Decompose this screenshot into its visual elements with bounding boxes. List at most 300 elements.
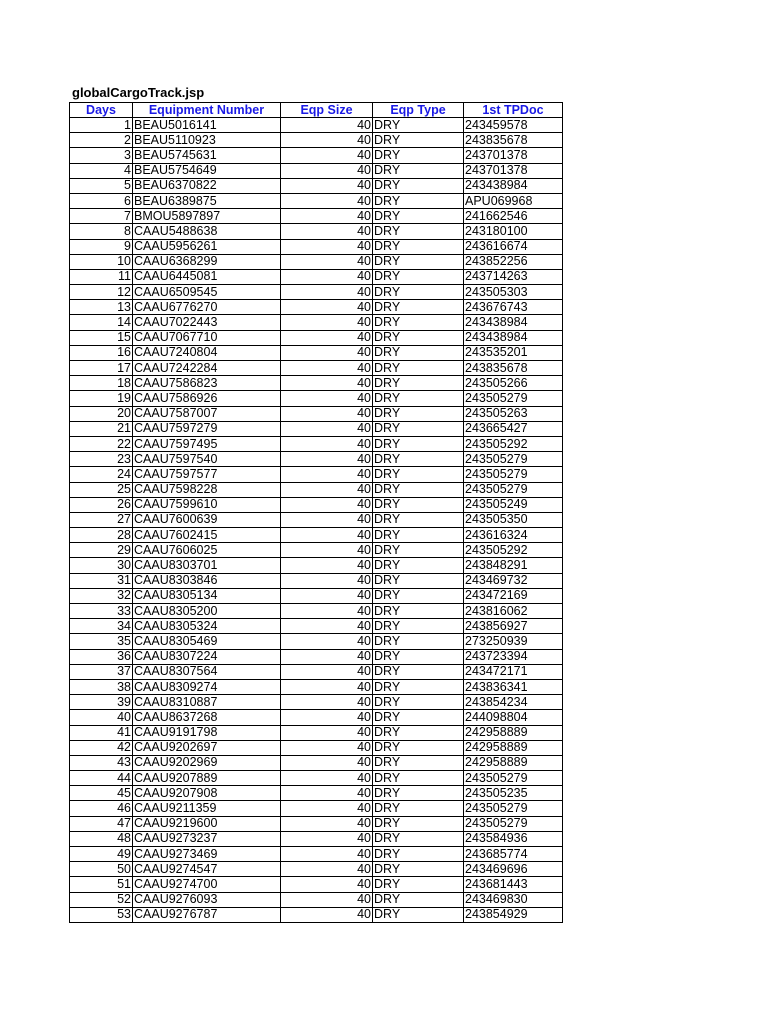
cell-days: 9	[70, 239, 133, 254]
cell-tpdoc: 243469696	[464, 862, 563, 877]
cell-equipment-number: CAAU9274700	[133, 877, 281, 892]
cell-tpdoc: 243505279	[464, 391, 563, 406]
cell-eqp-size: 40	[281, 345, 373, 360]
cell-days: 44	[70, 771, 133, 786]
cell-eqp-size: 40	[281, 118, 373, 133]
cell-days: 16	[70, 345, 133, 360]
cell-eqp-type: DRY	[373, 482, 464, 497]
cell-days: 52	[70, 892, 133, 907]
cell-eqp-type: DRY	[373, 345, 464, 360]
cell-eqp-size: 40	[281, 285, 373, 300]
cell-eqp-type: DRY	[373, 452, 464, 467]
cell-equipment-number: CAAU7240804	[133, 345, 281, 360]
cell-days: 17	[70, 361, 133, 376]
cell-tpdoc: 243180100	[464, 224, 563, 239]
cell-eqp-type: DRY	[373, 497, 464, 512]
cell-eqp-size: 40	[281, 467, 373, 482]
table-row	[70, 634, 563, 649]
cell-eqp-size: 40	[281, 376, 373, 391]
table-row	[70, 847, 563, 862]
cell-days: 5	[70, 178, 133, 193]
cell-equipment-number: BEAU5110923	[133, 133, 281, 148]
cell-eqp-type: DRY	[373, 269, 464, 284]
cell-eqp-size: 40	[281, 831, 373, 846]
cell-eqp-size: 40	[281, 224, 373, 239]
cell-days: 15	[70, 330, 133, 345]
cell-eqp-type: DRY	[373, 649, 464, 664]
table-row	[70, 452, 563, 467]
cell-eqp-type: DRY	[373, 588, 464, 603]
cell-eqp-size: 40	[281, 573, 373, 588]
cell-equipment-number: CAAU8307564	[133, 664, 281, 679]
cell-days: 12	[70, 285, 133, 300]
table-row	[70, 877, 563, 892]
table-row	[70, 907, 563, 922]
cell-eqp-size: 40	[281, 421, 373, 436]
cargo-table	[69, 102, 563, 923]
cell-eqp-size: 40	[281, 300, 373, 315]
cell-equipment-number: CAAU6368299	[133, 254, 281, 269]
cell-tpdoc: 243505292	[464, 436, 563, 451]
cell-eqp-size: 40	[281, 862, 373, 877]
table-row	[70, 558, 563, 573]
cell-tpdoc: 243852256	[464, 254, 563, 269]
cell-tpdoc: 243438984	[464, 178, 563, 193]
cell-tpdoc: 243616324	[464, 528, 563, 543]
table-row	[70, 482, 563, 497]
table-row	[70, 831, 563, 846]
cell-days: 42	[70, 740, 133, 755]
cell-days: 14	[70, 315, 133, 330]
table-row	[70, 239, 563, 254]
cell-eqp-type: DRY	[373, 862, 464, 877]
cell-equipment-number: CAAU7586823	[133, 376, 281, 391]
cell-eqp-type: DRY	[373, 163, 464, 178]
cell-eqp-type: DRY	[373, 300, 464, 315]
cell-days: 2	[70, 133, 133, 148]
cell-eqp-size: 40	[281, 133, 373, 148]
cell-equipment-number: CAAU8303846	[133, 573, 281, 588]
cell-eqp-type: DRY	[373, 315, 464, 330]
cell-eqp-size: 40	[281, 816, 373, 831]
cell-equipment-number: CAAU7602415	[133, 528, 281, 543]
cell-eqp-type: DRY	[373, 619, 464, 634]
header-days: Days	[70, 103, 133, 118]
table-row	[70, 421, 563, 436]
cell-days: 4	[70, 163, 133, 178]
cell-tpdoc: 243505279	[464, 482, 563, 497]
cell-eqp-type: DRY	[373, 239, 464, 254]
table-row	[70, 649, 563, 664]
table-row	[70, 710, 563, 725]
cell-eqp-type: DRY	[373, 786, 464, 801]
table-row	[70, 133, 563, 148]
cell-equipment-number: CAAU7022443	[133, 315, 281, 330]
cell-eqp-size: 40	[281, 755, 373, 770]
table-row	[70, 588, 563, 603]
header-eqp-size: Eqp Size	[281, 103, 373, 118]
cell-eqp-type: DRY	[373, 178, 464, 193]
cell-days: 53	[70, 907, 133, 922]
cell-equipment-number: CAAU9207889	[133, 771, 281, 786]
cell-eqp-size: 40	[281, 634, 373, 649]
table-row	[70, 330, 563, 345]
cell-days: 43	[70, 755, 133, 770]
cell-days: 20	[70, 406, 133, 421]
cell-days: 49	[70, 847, 133, 862]
cell-tpdoc: 242958889	[464, 740, 563, 755]
table-row	[70, 664, 563, 679]
cell-equipment-number: CAAU7067710	[133, 330, 281, 345]
cell-days: 46	[70, 801, 133, 816]
cell-eqp-type: DRY	[373, 679, 464, 694]
cell-equipment-number: CAAU8309274	[133, 679, 281, 694]
cell-equipment-number: CAAU9202697	[133, 740, 281, 755]
cell-eqp-size: 40	[281, 148, 373, 163]
cell-tpdoc: 243505263	[464, 406, 563, 421]
cell-equipment-number: CAAU8305469	[133, 634, 281, 649]
table-row	[70, 679, 563, 694]
cell-eqp-size: 40	[281, 740, 373, 755]
cell-tpdoc: 243505303	[464, 285, 563, 300]
cell-tpdoc: 243505235	[464, 786, 563, 801]
table-row	[70, 816, 563, 831]
table-row	[70, 740, 563, 755]
cell-days: 27	[70, 512, 133, 527]
cell-equipment-number: BMOU5897897	[133, 209, 281, 224]
cell-tpdoc: 243676743	[464, 300, 563, 315]
cell-days: 25	[70, 482, 133, 497]
cell-eqp-size: 40	[281, 452, 373, 467]
cell-tpdoc: 243459578	[464, 118, 563, 133]
cell-tpdoc: 243616674	[464, 239, 563, 254]
cell-days: 30	[70, 558, 133, 573]
table-row	[70, 862, 563, 877]
cell-equipment-number: CAAU6445081	[133, 269, 281, 284]
cell-tpdoc: 243505266	[464, 376, 563, 391]
header-row	[70, 103, 563, 118]
table-row	[70, 269, 563, 284]
cell-eqp-type: DRY	[373, 406, 464, 421]
cell-equipment-number: CAAU6509545	[133, 285, 281, 300]
cell-eqp-type: DRY	[373, 847, 464, 862]
cell-eqp-size: 40	[281, 391, 373, 406]
cell-eqp-type: DRY	[373, 801, 464, 816]
cell-equipment-number: CAAU5488638	[133, 224, 281, 239]
cell-tpdoc: 243505279	[464, 816, 563, 831]
cell-equipment-number: CAAU8305324	[133, 619, 281, 634]
cell-tpdoc: 243701378	[464, 148, 563, 163]
table-row	[70, 725, 563, 740]
cell-tpdoc: 243665427	[464, 421, 563, 436]
table-row	[70, 573, 563, 588]
header-equipment-number: Equipment Number	[133, 103, 281, 118]
cell-eqp-size: 40	[281, 512, 373, 527]
cell-days: 32	[70, 588, 133, 603]
cell-days: 39	[70, 695, 133, 710]
cell-equipment-number: CAAU7598228	[133, 482, 281, 497]
cell-eqp-type: DRY	[373, 421, 464, 436]
cell-equipment-number: CAAU7606025	[133, 543, 281, 558]
cell-equipment-number: CAAU8303701	[133, 558, 281, 573]
cell-tpdoc: 243472169	[464, 588, 563, 603]
cell-equipment-number: CAAU9276787	[133, 907, 281, 922]
header-eqp-type: Eqp Type	[373, 103, 464, 118]
cell-days: 47	[70, 816, 133, 831]
table-row	[70, 285, 563, 300]
table-row	[70, 695, 563, 710]
cell-days: 41	[70, 725, 133, 740]
cell-equipment-number: CAAU7597577	[133, 467, 281, 482]
cell-days: 13	[70, 300, 133, 315]
cell-eqp-type: DRY	[373, 361, 464, 376]
cell-equipment-number: CAAU7242284	[133, 361, 281, 376]
cell-equipment-number: CAAU9207908	[133, 786, 281, 801]
cell-tpdoc: 243836341	[464, 679, 563, 694]
cell-tpdoc: 244098804	[464, 710, 563, 725]
table-row	[70, 118, 563, 133]
cell-eqp-type: DRY	[373, 816, 464, 831]
cell-equipment-number: BEAU5754649	[133, 163, 281, 178]
cell-equipment-number: CAAU8637268	[133, 710, 281, 725]
cell-days: 6	[70, 193, 133, 208]
cell-tpdoc: 243685774	[464, 847, 563, 862]
table-row	[70, 391, 563, 406]
cell-eqp-type: DRY	[373, 604, 464, 619]
cell-tpdoc: 243835678	[464, 361, 563, 376]
cell-eqp-type: DRY	[373, 254, 464, 269]
cell-eqp-type: DRY	[373, 725, 464, 740]
table-row	[70, 209, 563, 224]
cell-tpdoc: 243816062	[464, 604, 563, 619]
cell-days: 1	[70, 118, 133, 133]
cell-days: 26	[70, 497, 133, 512]
cell-eqp-size: 40	[281, 725, 373, 740]
cell-eqp-type: DRY	[373, 376, 464, 391]
cell-eqp-size: 40	[281, 239, 373, 254]
cell-tpdoc: 243714263	[464, 269, 563, 284]
cell-eqp-type: DRY	[373, 710, 464, 725]
cell-eqp-size: 40	[281, 406, 373, 421]
cell-days: 34	[70, 619, 133, 634]
cell-eqp-type: DRY	[373, 528, 464, 543]
cell-days: 50	[70, 862, 133, 877]
cell-eqp-size: 40	[281, 649, 373, 664]
cell-eqp-size: 40	[281, 892, 373, 907]
cell-equipment-number: BEAU5016141	[133, 118, 281, 133]
cell-eqp-type: DRY	[373, 512, 464, 527]
table-row	[70, 497, 563, 512]
cell-eqp-size: 40	[281, 558, 373, 573]
cell-equipment-number: CAAU5956261	[133, 239, 281, 254]
cell-equipment-number: CAAU9202969	[133, 755, 281, 770]
cell-days: 11	[70, 269, 133, 284]
cell-eqp-type: DRY	[373, 133, 464, 148]
cell-equipment-number: CAAU9219600	[133, 816, 281, 831]
cell-days: 24	[70, 467, 133, 482]
cell-days: 23	[70, 452, 133, 467]
cell-eqp-type: DRY	[373, 740, 464, 755]
cell-eqp-size: 40	[281, 269, 373, 284]
cell-tpdoc: 243505279	[464, 801, 563, 816]
header-1st-tpdoc: 1st TPDoc	[464, 103, 563, 118]
cell-equipment-number: CAAU7597495	[133, 436, 281, 451]
cell-eqp-size: 40	[281, 361, 373, 376]
cell-equipment-number: CAAU7586926	[133, 391, 281, 406]
cell-eqp-size: 40	[281, 771, 373, 786]
cell-tpdoc: 243472171	[464, 664, 563, 679]
table-row	[70, 148, 563, 163]
cell-equipment-number: BEAU6389875	[133, 193, 281, 208]
cell-eqp-type: DRY	[373, 391, 464, 406]
cell-eqp-type: DRY	[373, 543, 464, 558]
cell-eqp-size: 40	[281, 528, 373, 543]
cell-days: 18	[70, 376, 133, 391]
table-row	[70, 345, 563, 360]
cell-tpdoc: 243681443	[464, 877, 563, 892]
cell-tpdoc: 243701378	[464, 163, 563, 178]
cell-eqp-size: 40	[281, 254, 373, 269]
table-row	[70, 512, 563, 527]
cell-eqp-size: 40	[281, 801, 373, 816]
cell-equipment-number: CAAU8305200	[133, 604, 281, 619]
cell-eqp-size: 40	[281, 330, 373, 345]
cell-days: 35	[70, 634, 133, 649]
cell-days: 7	[70, 209, 133, 224]
cell-eqp-type: DRY	[373, 664, 464, 679]
cell-tpdoc: 243469732	[464, 573, 563, 588]
cell-tpdoc: 243505249	[464, 497, 563, 512]
cell-days: 21	[70, 421, 133, 436]
cell-eqp-size: 40	[281, 877, 373, 892]
table-row	[70, 224, 563, 239]
cell-days: 8	[70, 224, 133, 239]
cell-tpdoc: 243505279	[464, 771, 563, 786]
cell-eqp-type: DRY	[373, 755, 464, 770]
cell-equipment-number: CAAU7597279	[133, 421, 281, 436]
cell-eqp-type: DRY	[373, 224, 464, 239]
cell-tpdoc: 243584936	[464, 831, 563, 846]
cell-days: 37	[70, 664, 133, 679]
cell-days: 48	[70, 831, 133, 846]
cell-eqp-size: 40	[281, 543, 373, 558]
table-row	[70, 163, 563, 178]
cell-days: 3	[70, 148, 133, 163]
cell-tpdoc: 273250939	[464, 634, 563, 649]
cell-days: 31	[70, 573, 133, 588]
cell-equipment-number: CAAU9211359	[133, 801, 281, 816]
cell-eqp-size: 40	[281, 178, 373, 193]
cell-tpdoc: 243535201	[464, 345, 563, 360]
cell-eqp-size: 40	[281, 497, 373, 512]
cell-equipment-number: CAAU9273237	[133, 831, 281, 846]
table-row	[70, 406, 563, 421]
cell-eqp-type: DRY	[373, 892, 464, 907]
cell-eqp-size: 40	[281, 664, 373, 679]
table-row	[70, 300, 563, 315]
cell-days: 36	[70, 649, 133, 664]
cell-equipment-number: CAAU9191798	[133, 725, 281, 740]
cell-eqp-type: DRY	[373, 193, 464, 208]
cell-tpdoc: 243438984	[464, 330, 563, 345]
table-row	[70, 755, 563, 770]
cell-eqp-size: 40	[281, 193, 373, 208]
cell-tpdoc: 242958889	[464, 725, 563, 740]
cell-equipment-number: CAAU6776270	[133, 300, 281, 315]
cell-eqp-type: DRY	[373, 467, 464, 482]
cell-equipment-number: CAAU8305134	[133, 588, 281, 603]
cell-days: 40	[70, 710, 133, 725]
cell-tpdoc: 243723394	[464, 649, 563, 664]
table-row	[70, 467, 563, 482]
cell-equipment-number: CAAU8307224	[133, 649, 281, 664]
cell-eqp-type: DRY	[373, 907, 464, 922]
cell-equipment-number: BEAU5745631	[133, 148, 281, 163]
cell-days: 45	[70, 786, 133, 801]
cell-days: 33	[70, 604, 133, 619]
table-row	[70, 376, 563, 391]
cell-eqp-type: DRY	[373, 436, 464, 451]
table-row	[70, 315, 563, 330]
cell-eqp-type: DRY	[373, 831, 464, 846]
cell-eqp-type: DRY	[373, 877, 464, 892]
cell-equipment-number: CAAU9274547	[133, 862, 281, 877]
cell-eqp-type: DRY	[373, 330, 464, 345]
cell-eqp-size: 40	[281, 619, 373, 634]
cell-tpdoc: 243835678	[464, 133, 563, 148]
report-title: globalCargoTrack.jsp	[72, 85, 205, 100]
cell-eqp-type: DRY	[373, 558, 464, 573]
table-row	[70, 193, 563, 208]
table-row	[70, 786, 563, 801]
cell-eqp-size: 40	[281, 695, 373, 710]
cell-tpdoc: 243856927	[464, 619, 563, 634]
cell-equipment-number: CAAU8310887	[133, 695, 281, 710]
cell-eqp-size: 40	[281, 588, 373, 603]
table-row	[70, 254, 563, 269]
cell-eqp-type: DRY	[373, 209, 464, 224]
cell-eqp-size: 40	[281, 315, 373, 330]
cell-eqp-type: DRY	[373, 573, 464, 588]
cell-eqp-size: 40	[281, 209, 373, 224]
cell-tpdoc: 243505279	[464, 467, 563, 482]
cell-eqp-type: DRY	[373, 695, 464, 710]
table-row	[70, 604, 563, 619]
cell-days: 22	[70, 436, 133, 451]
table-row	[70, 543, 563, 558]
cell-tpdoc: 243854929	[464, 907, 563, 922]
cell-equipment-number: BEAU6370822	[133, 178, 281, 193]
cell-tpdoc: 243848291	[464, 558, 563, 573]
cell-eqp-size: 40	[281, 482, 373, 497]
cell-eqp-size: 40	[281, 786, 373, 801]
cell-tpdoc: APU069968	[464, 193, 563, 208]
table-row	[70, 361, 563, 376]
cell-equipment-number: CAAU7597540	[133, 452, 281, 467]
cell-tpdoc: 243854234	[464, 695, 563, 710]
cell-tpdoc: 243469830	[464, 892, 563, 907]
cell-eqp-type: DRY	[373, 285, 464, 300]
cell-eqp-size: 40	[281, 679, 373, 694]
table-row	[70, 892, 563, 907]
cell-tpdoc: 243438984	[464, 315, 563, 330]
table-row	[70, 178, 563, 193]
table-row	[70, 528, 563, 543]
table-row	[70, 771, 563, 786]
table-row	[70, 801, 563, 816]
cell-equipment-number: CAAU9273469	[133, 847, 281, 862]
cell-tpdoc: 243505279	[464, 452, 563, 467]
